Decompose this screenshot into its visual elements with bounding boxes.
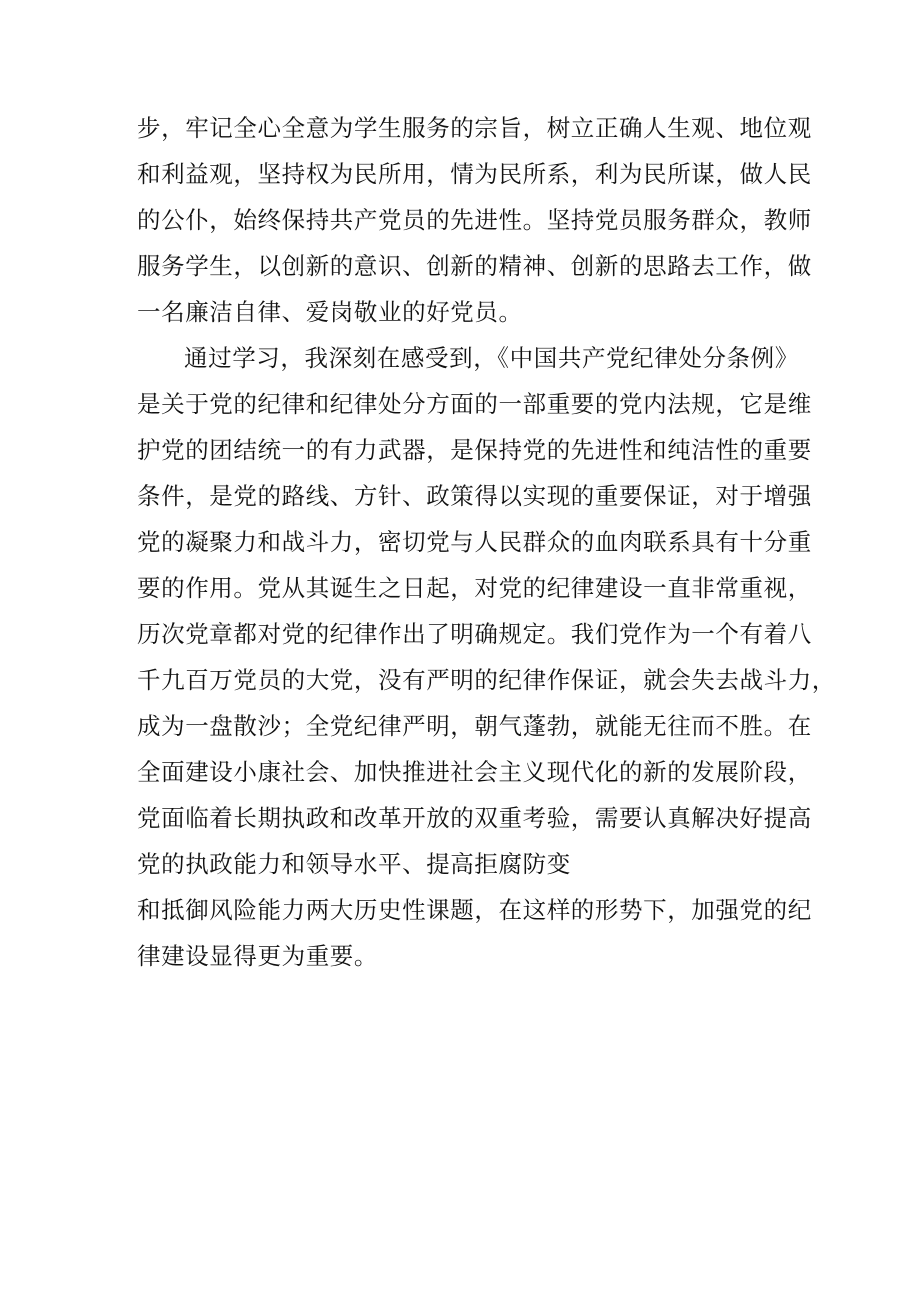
text-line: 党的凝聚力和战斗力，密切党与人民群众的血肉联系具有十分重	[137, 528, 812, 556]
text-line: 千九百万党员的大党，没有严明的纪律作保证，就会失去战斗力，	[137, 666, 836, 694]
text-line: 服务学生，以创新的意识、创新的精神、创新的思路去工作，做	[137, 252, 812, 280]
text-line: 党面临着长期执政和改革开放的双重考验，需要认真解决好提高	[137, 804, 812, 832]
text-line: 是关于党的纪律和纪律处分方面的一部重要的党内法规，它是维	[137, 390, 812, 418]
text-line: 成为一盘散沙；全党纪律严明，朝气蓬勃，就能无往而不胜。在	[137, 712, 812, 740]
text-line: 和抵御风险能力两大历史性课题，在这样的形势下，加强党的纪	[137, 896, 812, 924]
text-line: 的公仆，始终保持共产党员的先进性。坚持党员服务群众，教师	[137, 206, 812, 234]
text-line: 要的作用。党从其诞生之日起，对党的纪律建设一直非常重视，	[137, 574, 812, 602]
text-line: 全面建设小康社会、加快推进社会主义现代化的新的发展阶段，	[137, 758, 812, 786]
text-line: 一名廉洁自律、爱岗敬业的好党员。	[137, 298, 523, 326]
text-line: 护党的团结统一的有力武器，是保持党的先进性和纯洁性的重要	[137, 436, 812, 464]
body-text	[137, 105, 837, 979]
text-line: 党的执政能力和领导水平、提高拒腐防变	[137, 850, 571, 878]
text-line: 和利益观，坚持权为民所用，情为民所系，利为民所谋，做人民	[137, 160, 812, 188]
text-line: 律建设显得更为重要。	[137, 942, 378, 970]
text-line: 步，牢记全心全意为学生服务的宗旨，树立正确人生观、地位观	[137, 114, 812, 142]
text-line: 条件，是党的路线、方针、政策得以实现的重要保证，对于增强	[137, 482, 812, 510]
text-line: 通过学习，我深刻在感受到，《中国共产党纪律处分条例》	[184, 344, 799, 372]
text-line: 历次党章都对党的纪律作出了明确规定。我们党作为一个有着八	[137, 620, 812, 648]
